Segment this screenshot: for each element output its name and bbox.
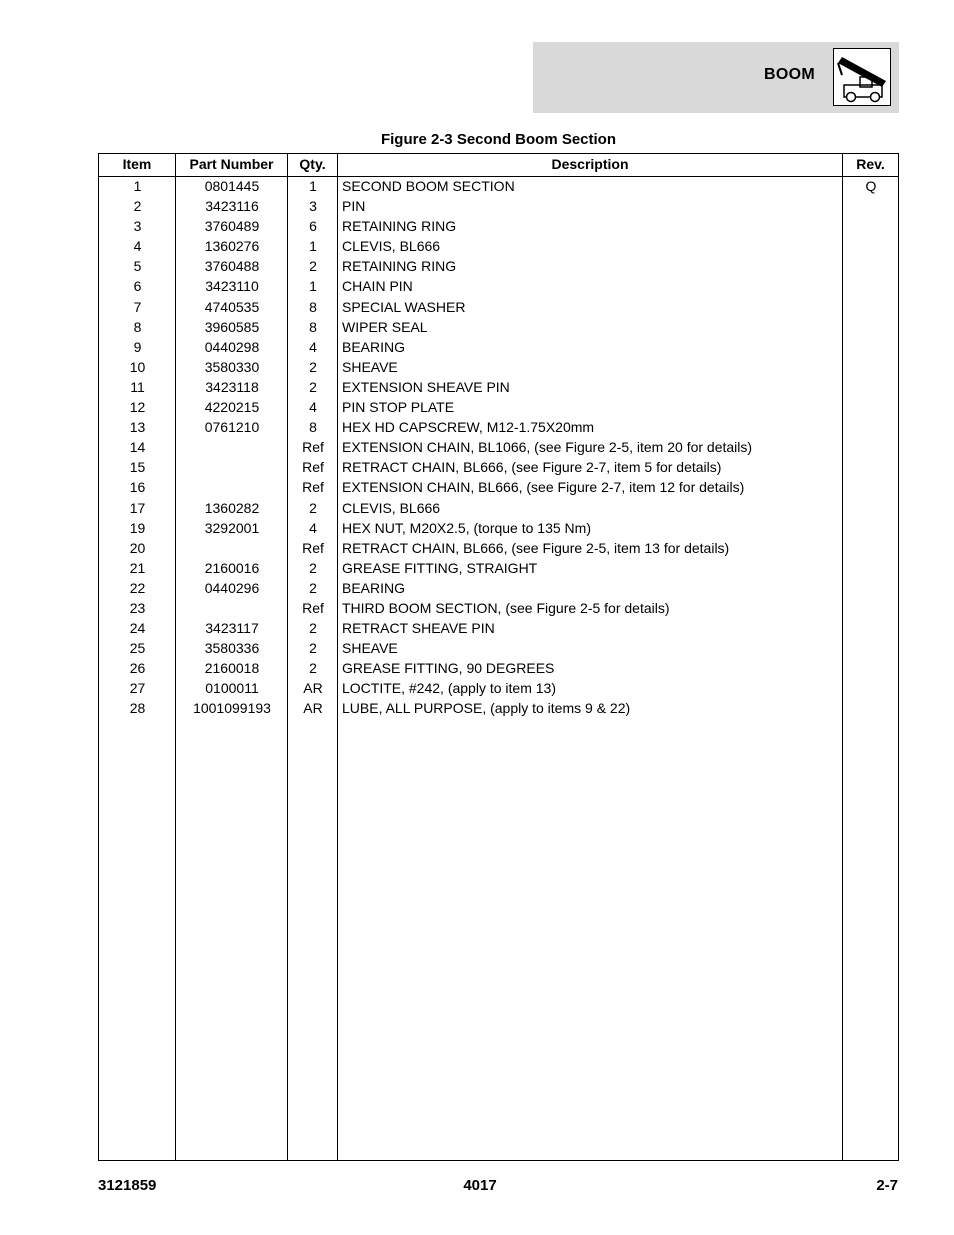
table-row [99, 337, 898, 357]
description-cell: GREASE FITTING, STRAIGHT [342, 559, 538, 576]
table-row [99, 256, 898, 276]
description-cell: PIN STOP PLATE [342, 399, 455, 416]
part-number-cell: 3423117 [205, 620, 259, 637]
qty-cell: 2 [309, 378, 317, 395]
description-cell: LOCTITE, #242, (apply to item 13) [342, 680, 556, 697]
qty-cell: 3 [309, 198, 317, 215]
table-row [99, 578, 898, 598]
description-cell: RETRACT SHEAVE PIN [342, 620, 495, 637]
qty-cell: AR [303, 680, 323, 697]
item-cell: 14 [129, 439, 146, 456]
qty-cell: 1 [309, 278, 317, 295]
item-cell: 13 [129, 419, 146, 436]
qty-cell: 8 [309, 318, 317, 335]
qty-cell: 6 [309, 218, 317, 235]
description-cell: SPECIAL WASHER [342, 298, 466, 315]
table-row [99, 397, 898, 417]
table-row [99, 297, 898, 317]
item-cell: 12 [129, 399, 146, 416]
qty-cell: 8 [309, 298, 317, 315]
qty-cell: Ref [302, 599, 324, 616]
column-header-part-number: Part Number [189, 156, 274, 172]
part-number-cell: 0440296 [204, 579, 260, 596]
qty-cell: 2 [309, 620, 317, 637]
item-cell: 9 [133, 338, 142, 355]
table-row [99, 417, 898, 437]
description-cell: CLEVIS, BL666 [342, 499, 441, 516]
item-cell: 15 [129, 459, 146, 476]
footer-model: 4017 [463, 1177, 497, 1194]
part-number-cell: 0440298 [204, 338, 260, 355]
qty-cell: 2 [309, 258, 317, 275]
description-cell: RETAINING RING [342, 258, 457, 275]
part-number-cell: 2160018 [204, 660, 260, 677]
table-row [99, 437, 898, 457]
table-row [99, 638, 898, 658]
table-row [99, 176, 898, 196]
description-cell: SECOND BOOM SECTION [342, 178, 515, 194]
part-number-cell: 1001099193 [193, 700, 271, 717]
item-cell: 27 [129, 680, 146, 697]
part-number-cell: 4740535 [204, 298, 260, 315]
item-cell: 10 [129, 358, 146, 375]
table-row [99, 498, 898, 518]
description-cell: GREASE FITTING, 90 DEGREES [342, 660, 555, 677]
qty-cell: AR [303, 700, 323, 717]
part-number-cell: 0761210 [204, 419, 260, 436]
part-number-cell: 1360282 [204, 499, 260, 516]
qty-cell: 8 [309, 419, 317, 436]
table-row [99, 377, 898, 397]
qty-cell: Ref [302, 539, 324, 556]
item-cell: 6 [133, 278, 142, 295]
description-cell: SHEAVE [342, 358, 398, 375]
description-cell: BEARING [342, 579, 406, 596]
part-number-cell: 1360276 [204, 238, 260, 255]
item-cell: 3 [133, 218, 142, 235]
footer-doc-number: 3121859 [98, 1177, 157, 1194]
table-row [99, 276, 898, 296]
column-header-item: Item [122, 156, 152, 172]
qty-cell: 1 [309, 238, 317, 255]
table-row [99, 558, 898, 578]
description-cell: EXTENSION CHAIN, BL1066, (see Figure 2-5, item 20 for details) [342, 439, 753, 456]
table-row [99, 457, 898, 477]
part-number-cell: 2160016 [204, 559, 260, 576]
description-cell: WIPER SEAL [342, 318, 428, 335]
rev-cell: Q [865, 178, 877, 194]
description-cell: HEX HD CAPSCREW, M12-1.75X20mm [342, 419, 595, 436]
part-number-cell: 3760488 [204, 258, 260, 275]
item-cell: 19 [129, 519, 146, 536]
description-cell: PIN [342, 198, 366, 215]
part-number-cell: 3580330 [204, 358, 260, 375]
parts-table [98, 153, 899, 1161]
qty-cell: 2 [309, 660, 317, 677]
table-row [99, 477, 898, 497]
qty-cell: 2 [309, 640, 317, 657]
column-header-rev: Rev. [856, 156, 885, 172]
description-cell: EXTENSION SHEAVE PIN [342, 378, 510, 395]
item-cell: 21 [129, 559, 146, 576]
table-row [99, 196, 898, 216]
part-number-cell: 3423110 [205, 278, 259, 295]
qty-cell: 4 [309, 338, 317, 355]
table-row [99, 698, 898, 718]
qty-cell: 2 [309, 559, 317, 576]
table-row [99, 538, 898, 558]
part-number-cell: 3960585 [204, 318, 260, 335]
description-cell: BEARING [342, 338, 406, 355]
description-cell: SHEAVE [342, 640, 398, 657]
table-row [99, 598, 898, 618]
description-cell: LUBE, ALL PURPOSE, (apply to items 9 & 22) [342, 700, 631, 717]
qty-cell: Ref [302, 459, 324, 476]
qty-cell: 2 [309, 358, 317, 375]
qty-cell: 4 [309, 519, 317, 536]
item-cell: 5 [133, 258, 142, 275]
table-row [99, 317, 898, 337]
item-cell: 1 [133, 178, 142, 194]
table-row [99, 678, 898, 698]
part-number-cell: 3292001 [204, 519, 260, 536]
item-cell: 25 [129, 640, 146, 657]
qty-cell: 1 [309, 178, 317, 194]
part-number-cell: 3423118 [205, 378, 259, 395]
description-cell: CHAIN PIN [342, 278, 413, 295]
qty-cell: 4 [309, 399, 317, 416]
item-cell: 22 [129, 579, 146, 596]
table-row [99, 658, 898, 678]
description-cell: EXTENSION CHAIN, BL666, (see Figure 2-7, item 12 for details) [342, 479, 745, 496]
table-row [99, 518, 898, 538]
description-cell: THIRD BOOM SECTION, (see Figure 2-5 for details) [342, 599, 670, 616]
item-cell: 16 [129, 479, 146, 496]
item-cell: 2 [133, 198, 142, 215]
column-header-description: Description [551, 156, 629, 172]
column-header-qty: Qty. [299, 156, 326, 172]
description-cell: CLEVIS, BL666 [342, 238, 441, 255]
description-cell: RETAINING RING [342, 218, 457, 235]
description-cell: RETRACT CHAIN, BL666, (see Figure 2-5, item 13 for details) [342, 539, 730, 556]
qty-cell: Ref [302, 479, 324, 496]
item-cell: 23 [129, 599, 146, 616]
item-cell: 24 [129, 620, 146, 637]
part-number-cell: 3580336 [204, 640, 260, 657]
description-cell: RETRACT CHAIN, BL666, (see Figure 2-7, item 5 for details) [342, 459, 722, 476]
table-row [99, 618, 898, 638]
section-header [533, 42, 899, 113]
table-row [99, 236, 898, 256]
table-body [99, 176, 898, 719]
figure-title: Figure 2-3 Second Boom Section [380, 131, 617, 148]
item-cell: 26 [129, 660, 146, 677]
part-number-cell: 3423116 [205, 198, 259, 215]
footer-page-number: 2-7 [876, 1177, 898, 1194]
qty-cell: 2 [309, 499, 317, 516]
item-cell: 8 [133, 318, 142, 335]
table-row [99, 216, 898, 236]
part-number-cell: 4220215 [204, 399, 260, 416]
table-row [99, 357, 898, 377]
item-cell: 17 [129, 499, 146, 516]
part-number-cell: 0801445 [204, 178, 260, 194]
item-cell: 28 [129, 700, 146, 717]
qty-cell: Ref [302, 439, 324, 456]
section-title: BOOM [764, 66, 815, 83]
item-cell: 20 [129, 539, 146, 556]
item-cell: 4 [133, 238, 142, 255]
item-cell: 11 [130, 378, 145, 395]
item-cell: 7 [133, 298, 142, 315]
description-cell: HEX NUT, M20X2.5, (torque to 135 Nm) [342, 519, 591, 536]
part-number-cell: 0100011 [205, 680, 259, 697]
qty-cell: 2 [309, 579, 317, 596]
part-number-cell: 3760489 [204, 218, 260, 235]
boom-telehandler-icon [833, 48, 891, 106]
